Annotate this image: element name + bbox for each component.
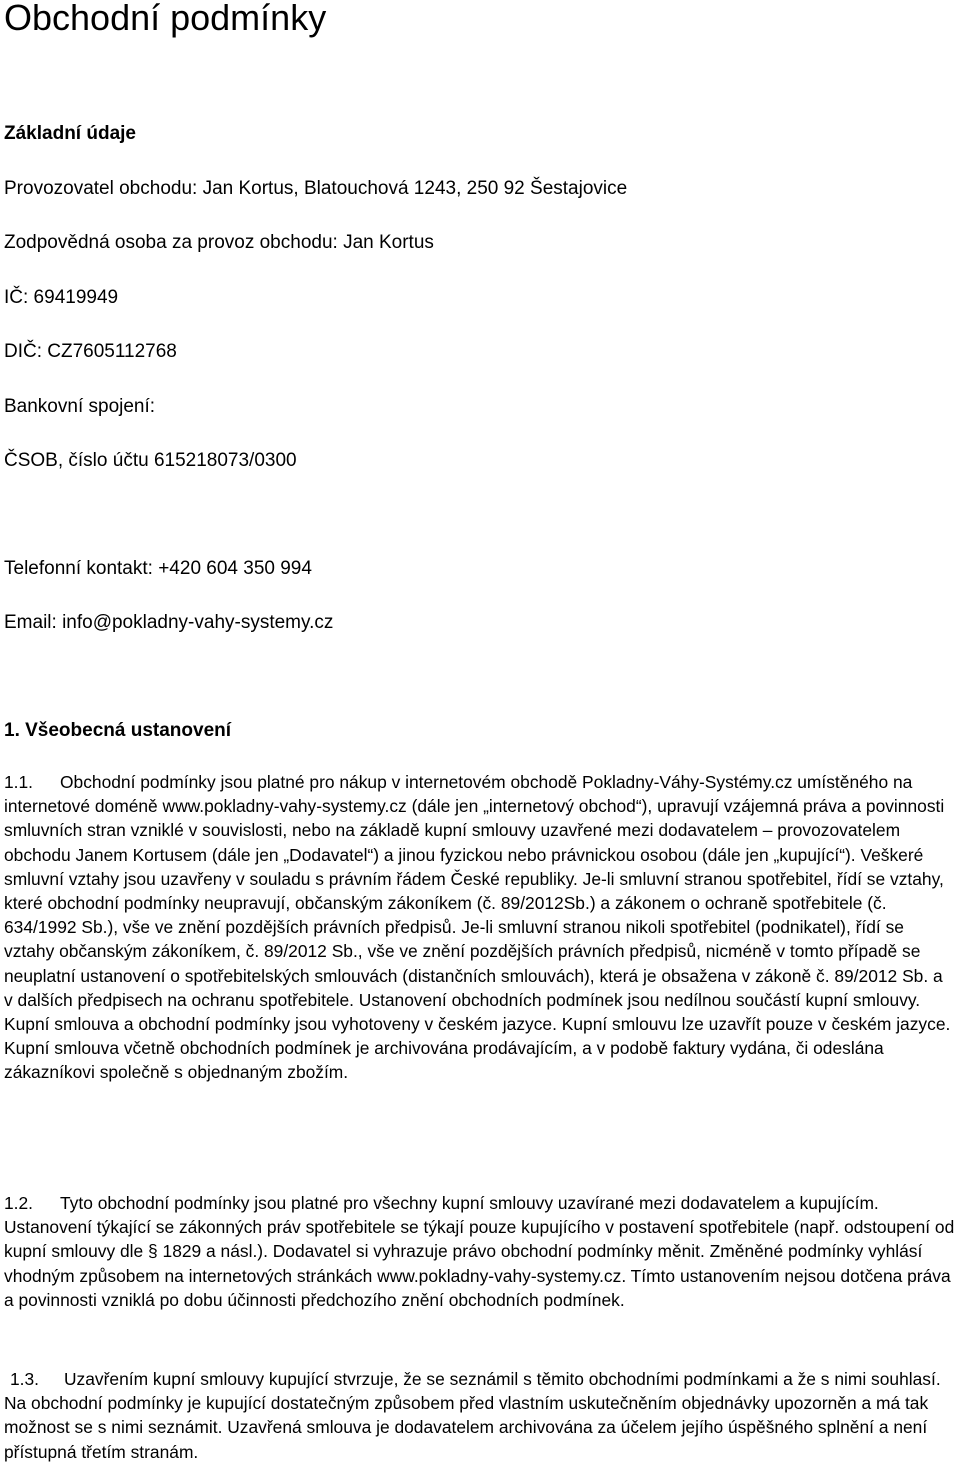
paragraph-text: Obchodní podmínky jsou platné pro nákup v internetovém obchodě Pokladny-Váhy-Systémy.cz umístěného na internetové doméně www.pokladny-vahy-systemy.cz (dále jen „internetový obchod“), upravují vzájemná práva a povinnosti smluvních stran vzniklé v souvislosti, nebo na základě kupní smlouvy uzavřené mezi dodavatelem – provozovatelem obchodu Janem Kortusem (dále jen „Dodavatel“) a jinou fyzickou nebo právnickou osobou (dále jen „kupující“). Veškeré smluvní vztahy jsou uzavřeny v souladu s právním řádem České republiky. Je-li smluvní stranou spotřebitel, řídí se vztahy, které obchodní podmínky neupravují, občanským zákoníkem (č. 89/2012Sb.) a zákonem o ochraně spotřebitele (č. 634/1992 Sb.), vše ve znění pozdějších právních předpisů. Je-li smluvní stranou nikoli spotřebitel (podnikatel), řídí se vztahy občanským zákoníkem, č. 89/2012 Sb., vše ve znění pozdějších právních předpisů, nicméně v tomto případě se neuplatní ustanovení o spotřebitelských smlouvách (distančních smlouvách), která je obsažena v zákoně č. 89/2012 Sb. a v dalších předpisech na ochranu spotřebitele. Ustanovení obchodních podmínek jsou nedílnou součástí kupní smlouvy. Kupní smlouva a obchodní podmínky jsou vyhotoveny v českém jazyce. Kupní smlouvu lze uzavřít pouze v českém jazyce. Kupní smlouva včetně obchodních podmínek je archivována prodávajícím, a v podobě faktury vydána, či odeslána zákazníkovi společně s objednaným zbožím.	[4, 772, 951, 1083]
dic-line: DIČ: CZ7605112768	[4, 341, 177, 362]
paragraph-1-1	[4, 770, 956, 1085]
ic-line: IČ: 69419949	[4, 287, 119, 308]
operator-line: Provozovatel obchodu: Jan Kortus, Blatouchová 1243, 250 92 Šestajovice	[4, 178, 628, 199]
bank-account-line: ČSOB, číslo účtu 615218073/0300	[4, 450, 297, 471]
paragraph-text: Tyto obchodní podmínky jsou platné pro všechny kupní smlouvy uzavírané mezi dodavatelem a kupujícím. Ustanovení týkající se zákonných práv spotřebitele se týkají pouze kupujícího v postavení spotřebitele (např. odstoupení od kupní smlouvy dle § 1829 a násl.). Dodavatel si vyhrazuje právo obchodní podmínky měnit. Změněné podmínky vyhlásí vhodným způsobem na internetových stránkách www.pokladny-vahy-systemy.cz. Tímto ustanovením nejsou dotčena práva a povinnosti vzniklá po dobu účinnosti předchozího znění obchodních podmínek.	[4, 1193, 955, 1310]
page-title: Obchodní podmínky	[4, 0, 327, 38]
paragraph-number: 1.1.	[4, 772, 34, 792]
section-heading: 1. Všeobecná ustanovení	[4, 720, 232, 741]
paragraph-1-3	[4, 1367, 956, 1464]
basic-info-heading: Základní údaje	[4, 123, 136, 144]
phone-line: Telefonní kontakt: +420 604 350 994	[4, 558, 312, 579]
paragraph-1-2	[4, 1191, 956, 1312]
email-line: Email: info@pokladny-vahy-systemy.cz	[4, 612, 334, 633]
paragraph-number: 1.2.	[4, 1193, 34, 1213]
responsible-person-line: Zodpovědná osoba za provoz obchodu: Jan Kortus	[4, 232, 434, 253]
bank-label-line: Bankovní spojení:	[4, 396, 156, 417]
paragraph-text: Uzavřením kupní smlouvy kupující stvrzuje, že se seznámil s těmito obchodními podmínkami a že s nimi souhlasí. Na obchodní podmínky je kupující dostatečným způsobem před vlastním uskutečněním objednávky upozorněn a má tak možnost se s nimi seznámit. Uzavřená smlouva je dodavatelem archivována za účelem jejího úspěšného splnění a není přístupná třetím stranám.	[4, 1369, 941, 1462]
paragraph-number: 1.3.	[10, 1369, 40, 1389]
